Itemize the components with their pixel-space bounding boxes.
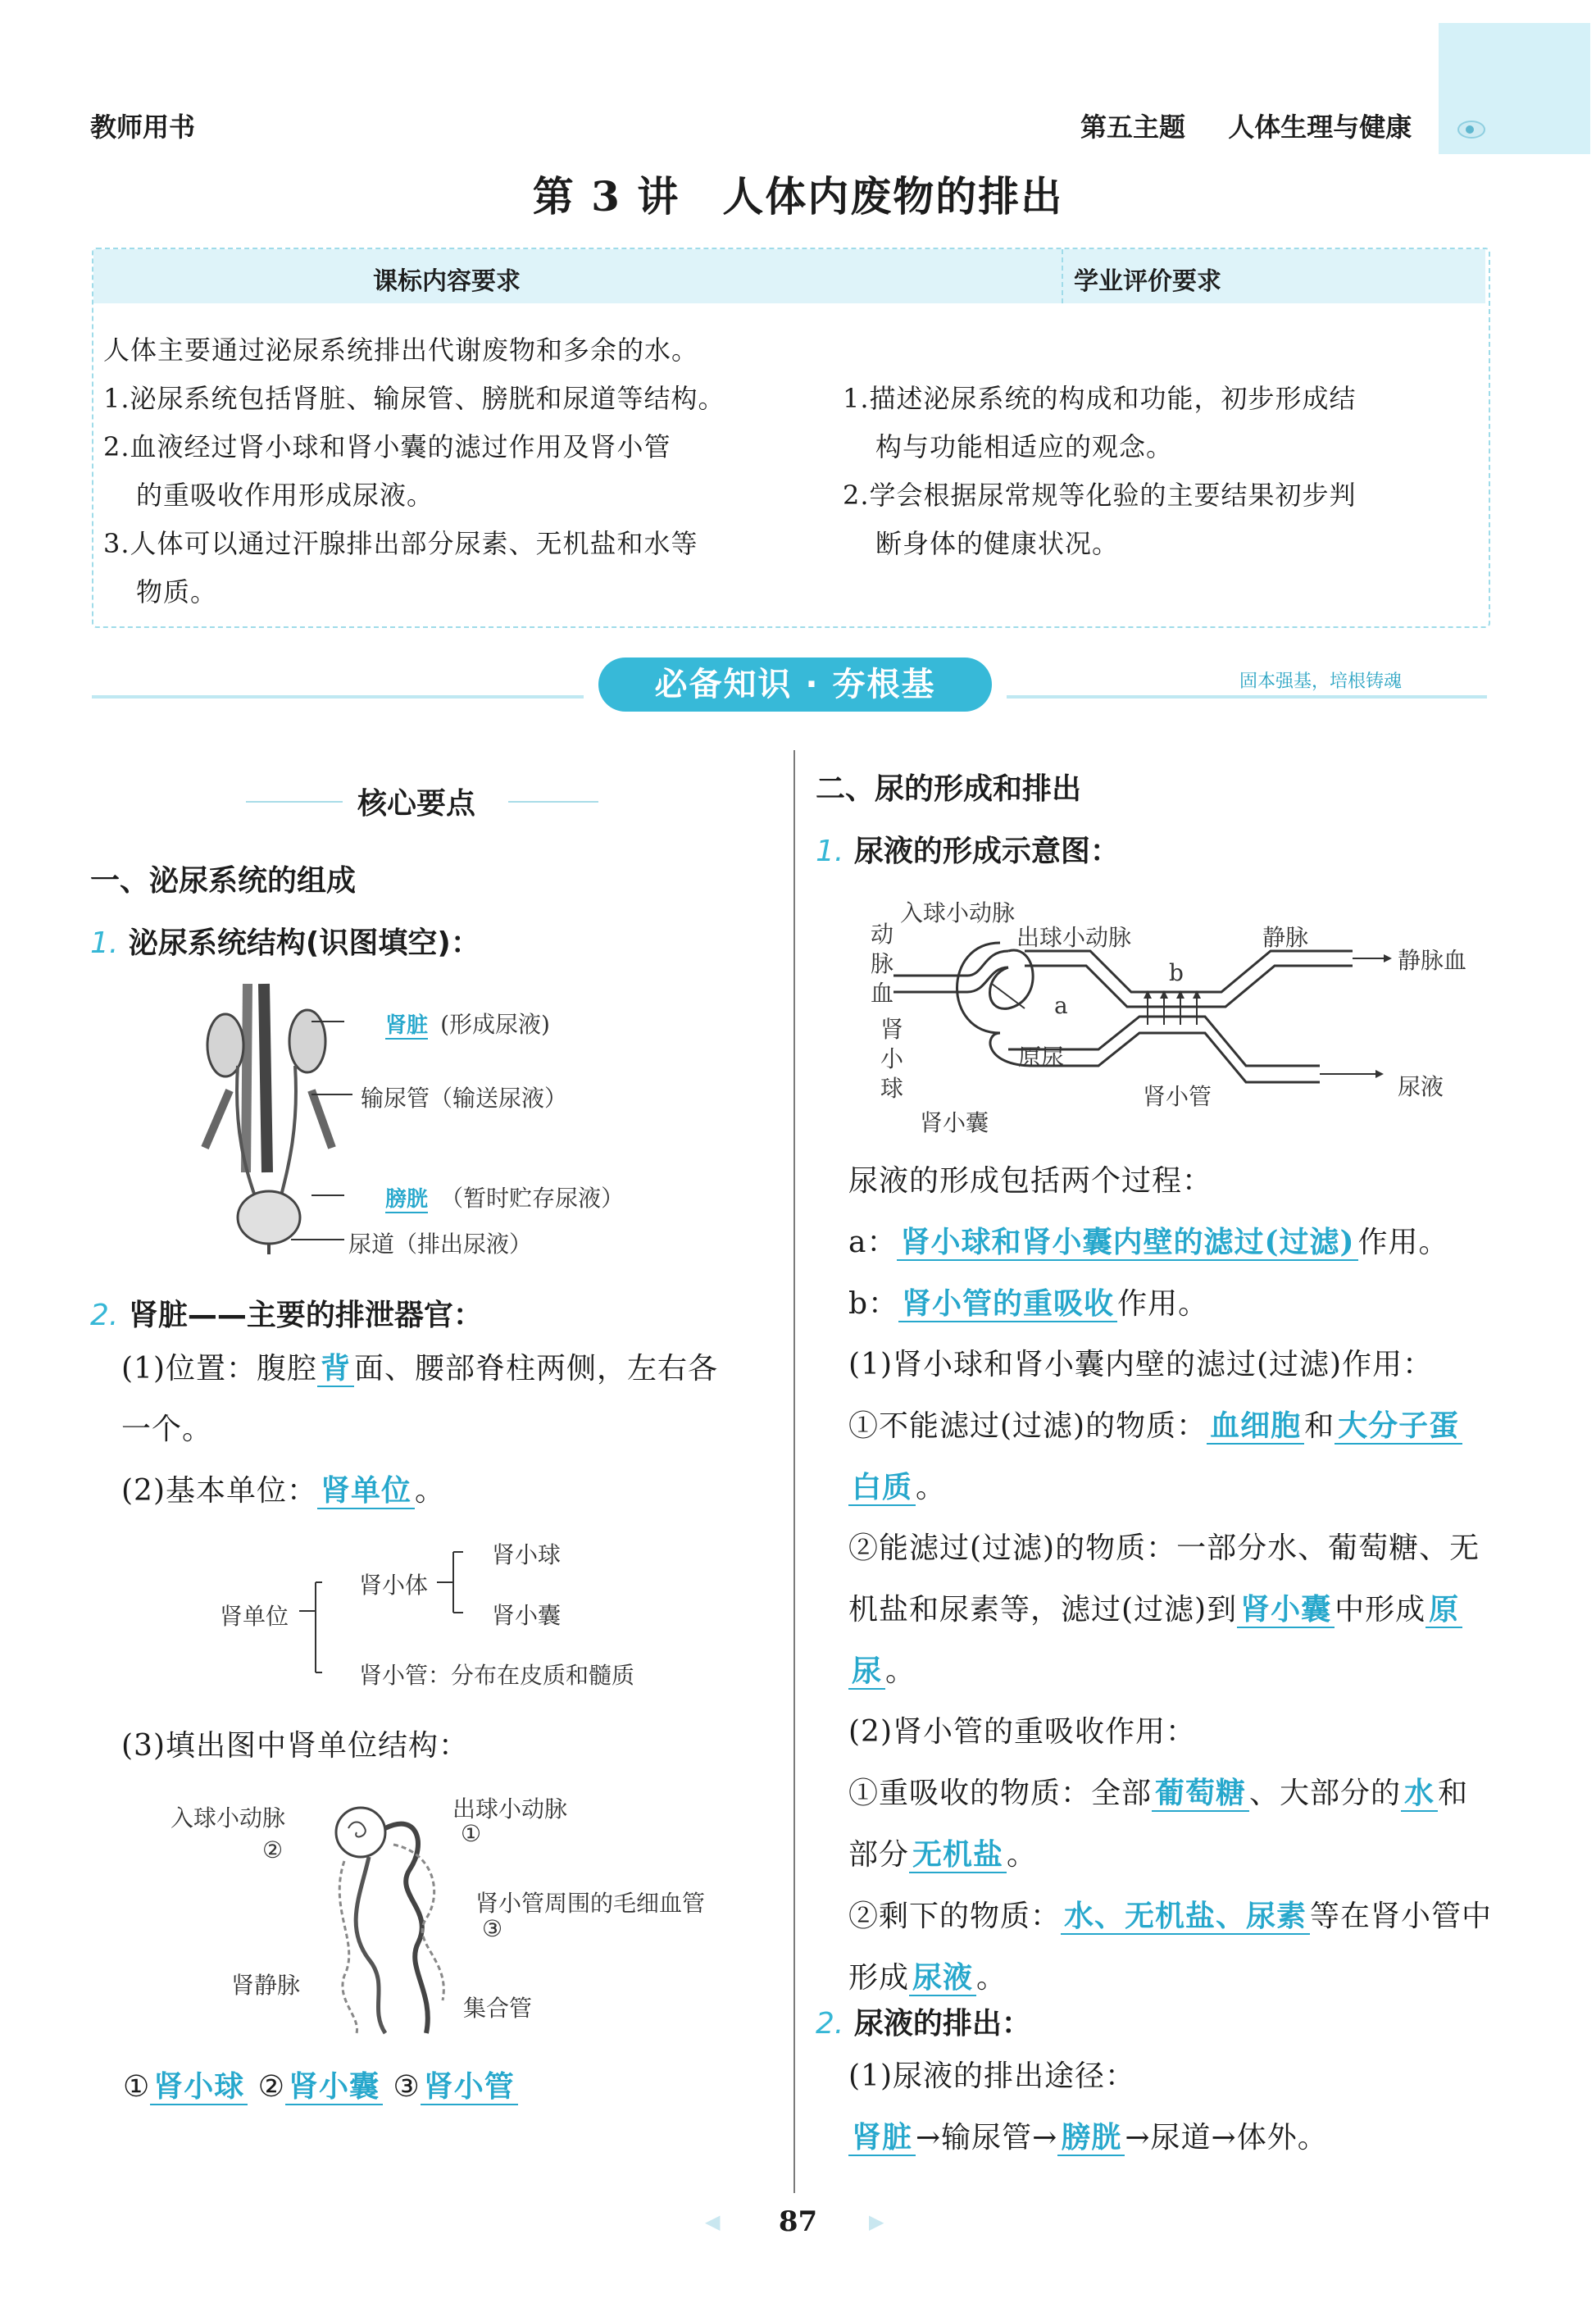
evaluation-header: 学业评价要求 bbox=[1074, 267, 1221, 296]
curriculum-header: 课标内容要求 bbox=[373, 267, 521, 296]
answer-kidney: 肾脏 bbox=[848, 2120, 916, 2156]
renal-vein-label: 肾静脉 bbox=[231, 1972, 301, 1999]
answer-protein: 大分子蛋 bbox=[1335, 1408, 1462, 1445]
item-1-title bbox=[90, 920, 480, 962]
kidney-answer: 肾脏 bbox=[385, 1013, 429, 1038]
urine-formation-text bbox=[848, 1151, 1496, 2009]
right-item-2-title bbox=[816, 2000, 1031, 2042]
answer-filtration: 肾小球和肾小囊内壁的滤过(过滤) bbox=[897, 1225, 1357, 1261]
nephron-figure bbox=[311, 1795, 475, 2033]
answer-bladder: 膀胱 bbox=[1057, 2120, 1125, 2156]
curriculum-line: 的重吸收作用形成尿液。 bbox=[136, 480, 434, 511]
evaluation-line: 构与功能相适应的观念。 bbox=[875, 431, 1174, 462]
not-filtered-2: 白质 。 bbox=[848, 1457, 1496, 1518]
evaluation-content bbox=[843, 375, 1357, 568]
eye-icon bbox=[1455, 116, 1488, 143]
fig3-glomerulus: 肾 小 球 bbox=[880, 1016, 904, 1102]
item-number: 1. bbox=[90, 926, 119, 960]
tree-node-tubule: 肾小管：分布在皮质和髓质 bbox=[359, 1662, 635, 1689]
capillary-label: 肾小管周围的毛细血管 bbox=[475, 1890, 706, 1917]
page-title: 第 3 讲 人体内废物的排出 bbox=[532, 172, 1064, 221]
item-text: 泌尿系统结构(识图填空)： bbox=[128, 926, 480, 960]
fig3-vein-blood: 静脉血 bbox=[1398, 947, 1467, 974]
marker-2: ② bbox=[262, 1836, 284, 1863]
section-1-title: 一、泌尿系统的组成 bbox=[90, 864, 357, 898]
bladder-answer: 膀胱 bbox=[385, 1187, 429, 1212]
answer-capsule-2: 肾小囊 bbox=[1237, 1592, 1335, 1628]
urine-discharge-text bbox=[848, 2046, 1496, 2168]
core-line-right bbox=[508, 801, 598, 803]
fig3-urine: 尿液 bbox=[1398, 1073, 1444, 1100]
filtered-3: 尿 。 bbox=[848, 1640, 1496, 1702]
unit-line: (2)基本单位： 肾单位 。 bbox=[121, 1473, 446, 1508]
item-number: 2. bbox=[90, 1299, 119, 1332]
bladder-note: （暂时贮存尿液） bbox=[440, 1185, 625, 1212]
reabsorbed-2: 部分 无机盐 。 bbox=[848, 1837, 1038, 1872]
formation-intro: 尿液的形成包括两个过程： bbox=[848, 1164, 1213, 1198]
item-text: 尿液的形成示意图： bbox=[853, 835, 1120, 868]
fig3-label-a: a bbox=[1054, 992, 1068, 1019]
book-label: 教师用书 bbox=[90, 111, 196, 143]
next-arrow-icon: ▶ bbox=[869, 2210, 884, 2233]
answer-back: 背 bbox=[317, 1351, 354, 1387]
curriculum-line: 1.泌尿系统包括肾脏、输尿管、膀胱和尿道等结构。 bbox=[103, 383, 725, 414]
fig3-label-b: b bbox=[1169, 959, 1184, 986]
theme-label: 第五主题 bbox=[1080, 111, 1186, 143]
position-line: (1)位置：腹腔 背 面、腰部脊柱两侧，左右各 bbox=[121, 1351, 719, 1386]
answer-glomerulus: 肾小球 bbox=[150, 2069, 248, 2105]
in-artery-label: 入球小动脉 bbox=[171, 1804, 286, 1832]
evaluation-line: 2.学会根据尿常规等化验的主要结果初步判 bbox=[843, 480, 1357, 511]
tree-node-corpuscle: 肾小体 bbox=[359, 1572, 429, 1599]
core-points-title: 核心要点 bbox=[357, 787, 476, 821]
answer-salts: 无机盐 bbox=[909, 1837, 1007, 1873]
tree-leaf-capsule: 肾小囊 bbox=[492, 1602, 562, 1629]
answer-blood-cells: 血细胞 bbox=[1207, 1408, 1304, 1445]
banner-line-left bbox=[92, 695, 584, 699]
answer-primary-urine: 原 bbox=[1425, 1592, 1462, 1628]
theme-title: 人体生理与健康 bbox=[1228, 111, 1412, 143]
item-2-title bbox=[90, 1292, 483, 1334]
curriculum-line: 3.人体可以通过汗腺排出部分尿素、无机盐和水等 bbox=[103, 528, 698, 559]
answer-glucose: 葡萄糖 bbox=[1152, 1776, 1249, 1812]
item-number: 2. bbox=[816, 2007, 844, 2041]
curriculum-content bbox=[103, 326, 725, 617]
core-line-left bbox=[246, 801, 343, 803]
figure-1-leaders bbox=[311, 1017, 377, 1263]
column-divider bbox=[793, 750, 795, 2193]
reabsorption-heading: (2)肾小管的重吸收作用： bbox=[848, 1715, 1196, 1749]
item-text: 尿液的排出： bbox=[853, 2007, 1031, 2041]
kidney-body bbox=[121, 1338, 777, 1522]
answer-capsule: 肾小囊 bbox=[285, 2069, 383, 2105]
right-item-1-title bbox=[816, 828, 1120, 870]
remaining-2: 形成 尿液 。 bbox=[848, 1960, 1007, 1995]
prev-arrow-icon: ◀ bbox=[705, 2210, 721, 2233]
filtered: ②能滤过(过滤)的物质：一部分水、葡萄糖、无 bbox=[848, 1531, 1480, 1565]
item-text: 肾脏——主要的排泄器官： bbox=[128, 1299, 483, 1332]
page-number: 87 bbox=[778, 2205, 818, 2238]
answer-water: 水 bbox=[1401, 1776, 1438, 1812]
fill-structure-prompt: (3)填出图中肾单位结构： bbox=[121, 1729, 469, 1763]
collecting-duct-label: 集合管 bbox=[463, 1995, 533, 2022]
answer-primary-urine-cont: 尿 bbox=[848, 1654, 885, 1690]
chapter-header bbox=[1080, 107, 1412, 144]
answer-urine: 尿液 bbox=[909, 1960, 976, 1996]
urethra-label: 尿道（排出尿液） bbox=[348, 1231, 533, 1258]
answer-protein-cont: 白质 bbox=[848, 1470, 916, 1506]
route-line: 肾脏 →输尿管→ 膀胱 →尿道→体外。 bbox=[848, 2107, 1496, 2168]
position-line-2: 一个。 bbox=[121, 1413, 213, 1446]
answer-nephron: 肾单位 bbox=[317, 1473, 415, 1509]
filtered-2: 机盐和尿素等，滤过(过滤)到 肾小囊 中形成 原 bbox=[848, 1579, 1496, 1640]
out-artery-label: 出球小动脉 bbox=[452, 1795, 568, 1822]
tree-leaf-glomerulus: 肾小球 bbox=[492, 1541, 562, 1568]
fig3-in-artery: 入球小动脉 bbox=[900, 899, 1016, 926]
fig3-out-artery: 出球小动脉 bbox=[1016, 924, 1132, 951]
ureter-label: 输尿管（输送尿液） bbox=[361, 1085, 568, 1112]
curriculum-line: 人体主要通过泌尿系统排出代谢废物和多余的水。 bbox=[103, 334, 699, 366]
kidney-note: (形成尿液) bbox=[440, 1011, 550, 1038]
fig3-capsule: 肾小囊 bbox=[920, 1109, 989, 1136]
fig3-primary-urine: 原尿 bbox=[1018, 1044, 1065, 1071]
section-banner: 必备知识 · 夯根基 bbox=[598, 658, 992, 712]
fig3-vein: 静脉 bbox=[1262, 924, 1309, 951]
banner-line-right bbox=[1007, 695, 1487, 699]
answer-tubule: 肾小管 bbox=[421, 2069, 518, 2105]
nephron-answers: ① 肾小球 ② 肾小囊 ③ 肾小管 bbox=[123, 2056, 518, 2118]
requirements-header bbox=[93, 249, 1485, 303]
bladder-label bbox=[385, 1181, 624, 1213]
filtration-heading: (1)肾小球和肾小囊内壁的滤过(过滤)作用： bbox=[848, 1348, 1434, 1381]
curriculum-line: 2.血液经过肾小球和肾小囊的滤过作用及肾小管 bbox=[103, 431, 671, 462]
tree-root: 肾单位 bbox=[220, 1603, 289, 1630]
requirements-divider bbox=[1062, 249, 1063, 303]
evaluation-line: 断身体的健康状况。 bbox=[875, 528, 1120, 559]
process-a: a： 肾小球和肾小囊内壁的滤过(过滤) 作用。 bbox=[848, 1225, 1449, 1259]
marker-1: ① bbox=[461, 1820, 482, 1847]
section-2-title: 二、尿的形成和排出 bbox=[816, 772, 1082, 806]
route-heading: (1)尿液的排出途径： bbox=[848, 2059, 1135, 2093]
reabsorbed: ①重吸收的物质：全部 葡萄糖 、大部分的 水 和 bbox=[848, 1776, 1469, 1810]
item-number: 1. bbox=[816, 835, 844, 868]
not-filtered: ①不能滤过(过滤)的物质： 血细胞 和 大分子蛋 bbox=[848, 1395, 1496, 1457]
fig3-artery-blood: 动 脉 血 bbox=[871, 921, 894, 1007]
process-b: b： 肾小管的重吸收 作用。 bbox=[848, 1286, 1209, 1321]
curriculum-line: 物质。 bbox=[136, 576, 218, 607]
answer-remaining: 水、无机盐、尿素 bbox=[1061, 1899, 1310, 1935]
answer-reabsorption: 肾小管的重吸收 bbox=[898, 1286, 1117, 1322]
fig3-tubule: 肾小管 bbox=[1143, 1083, 1212, 1110]
banner-slogan: 固本强基，培根铸魂 bbox=[1239, 671, 1403, 692]
kidney-label bbox=[385, 1007, 550, 1040]
remaining: ②剩下的物质： 水、无机盐、尿素 等在肾小管中 bbox=[848, 1899, 1493, 1933]
evaluation-line: 1.描述泌尿系统的构成和功能，初步形成结 bbox=[843, 383, 1357, 414]
marker-3: ③ bbox=[482, 1915, 503, 1942]
